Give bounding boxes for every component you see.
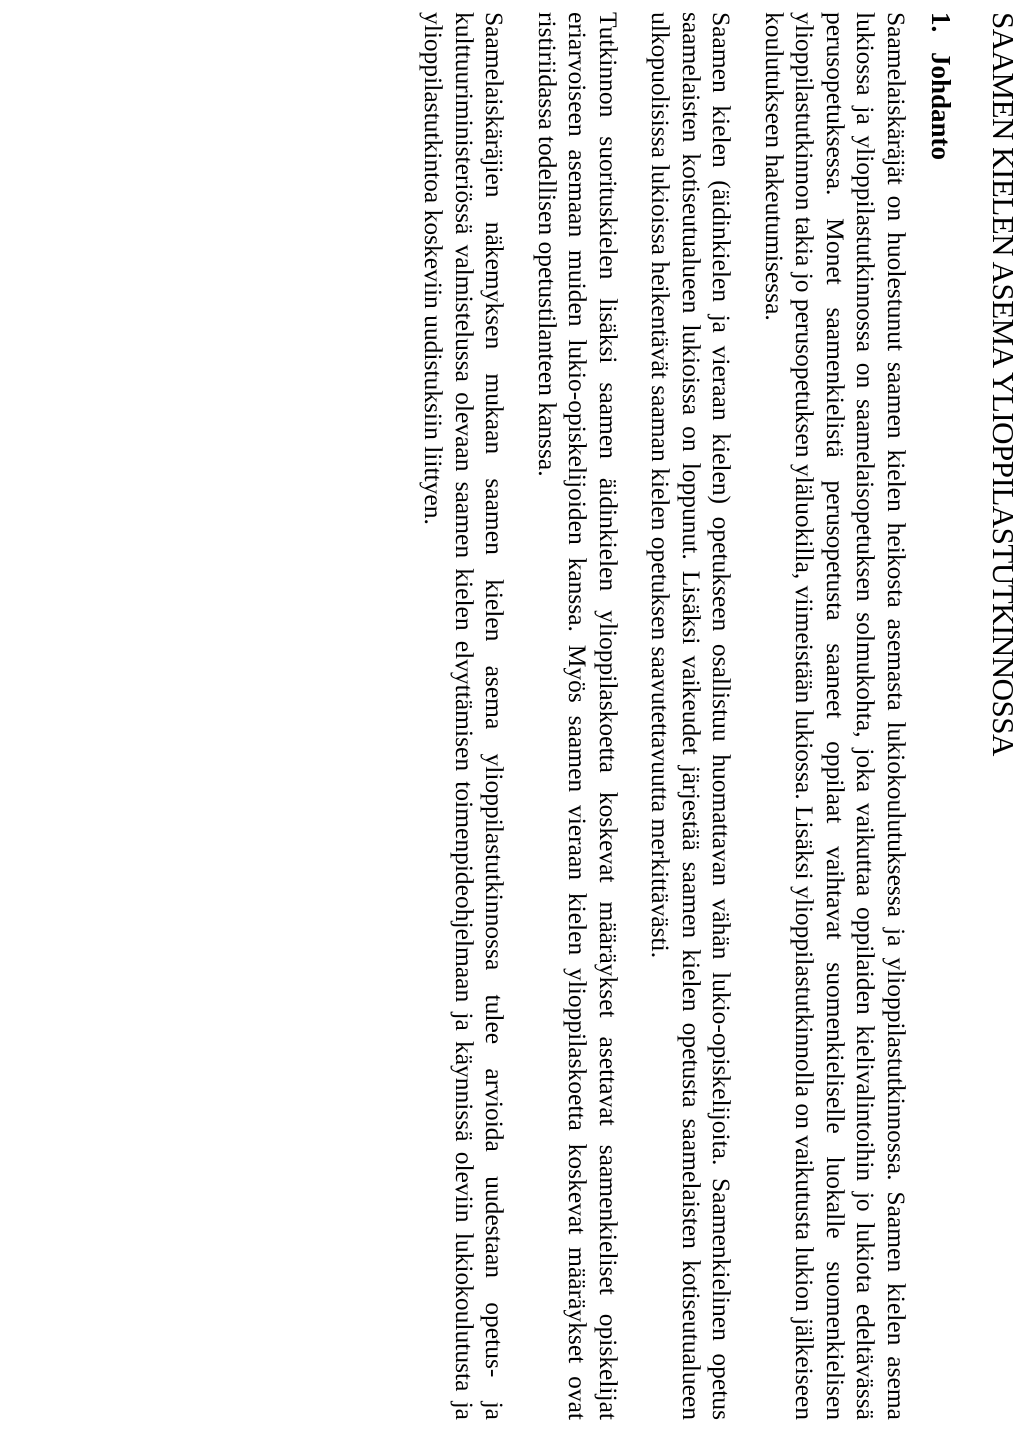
section-title: Johdanto bbox=[926, 52, 956, 161]
paragraph-2: Saamen kielen (äidinkielen ja vieraan kielen) opetukseen osallistuu huomattavan vähän lukio-opiskelijoita. Saamenkielinen opetus saamelaisten kotiseutualueen lukioissa on loppunut. Lisäksi vaikeudet järjestää saamen kielen opetusta saamelaisten kotiseutualueen ulkopuolisissa lukioissa heikentävät saaman kielen opetuksen saavutettavuutta merkittävästi. bbox=[646, 12, 737, 1420]
section-heading bbox=[924, 12, 958, 1420]
paragraph-3: Tutkinnon suorituskielen lisäksi saamen äidinkielen ylioppilaskoetta koskevat määräykset asettavat saamenkieliset opiskelijat eriarvoiseen asemaan muiden lukio-opiskelijoiden kanssa. Myös saamen vieraan kielen ylioppilaskoetta koskevat määräykset ovat ristiriidassa todellisen opetustilanteen kanssa. bbox=[533, 12, 623, 1420]
document-content bbox=[396, 12, 1022, 1420]
document-title: SAAMEN KIELEN ASEMA YLIOPPILASTUTKINNOSSA bbox=[986, 12, 1021, 756]
section-number: 1. bbox=[926, 12, 956, 33]
paragraph-1: Saamelaiskäräjät on huolestunut saamen kielen heikosta asemasta lukiokoulutuksessa ja ylioppilastutkinnossa. Saamen kielen asema lukiossa ja ylioppilastutkinnossa on saamelaisopetuksen solmukohta, joka vaikuttaa oppilaiden kielivalintoihin jo lukiota edeltävässä perusopetuksessa. Monet saamenkielistä perusopetusta saaneet oppilaat vaihtavat suomenkieliselle luokalle suomenkielisen ylioppilastutkinnon takia jo perusopetuksen yläluokilla, viimeistään lukiossa. Lisäksi ylioppilastutkinnolla on vaikutusta lukion jälkeiseen koulutukseen hakeutumisessa. bbox=[760, 12, 911, 1420]
paragraph-4: Saamelaiskäräjien näkemyksen mukaan saamen kielen asema ylioppilastutkinnossa tulee arvioida uudestaan opetus- ja kulttuuriministeriössä valmistelussa olevaan saamen kielen elvyttämisen toimenpideohjelmaan ja käynnissä oleviin lukiokoulutusta ja ylioppilastutkintoa koskeviin uudistuksiin liittyen. bbox=[419, 12, 510, 1420]
